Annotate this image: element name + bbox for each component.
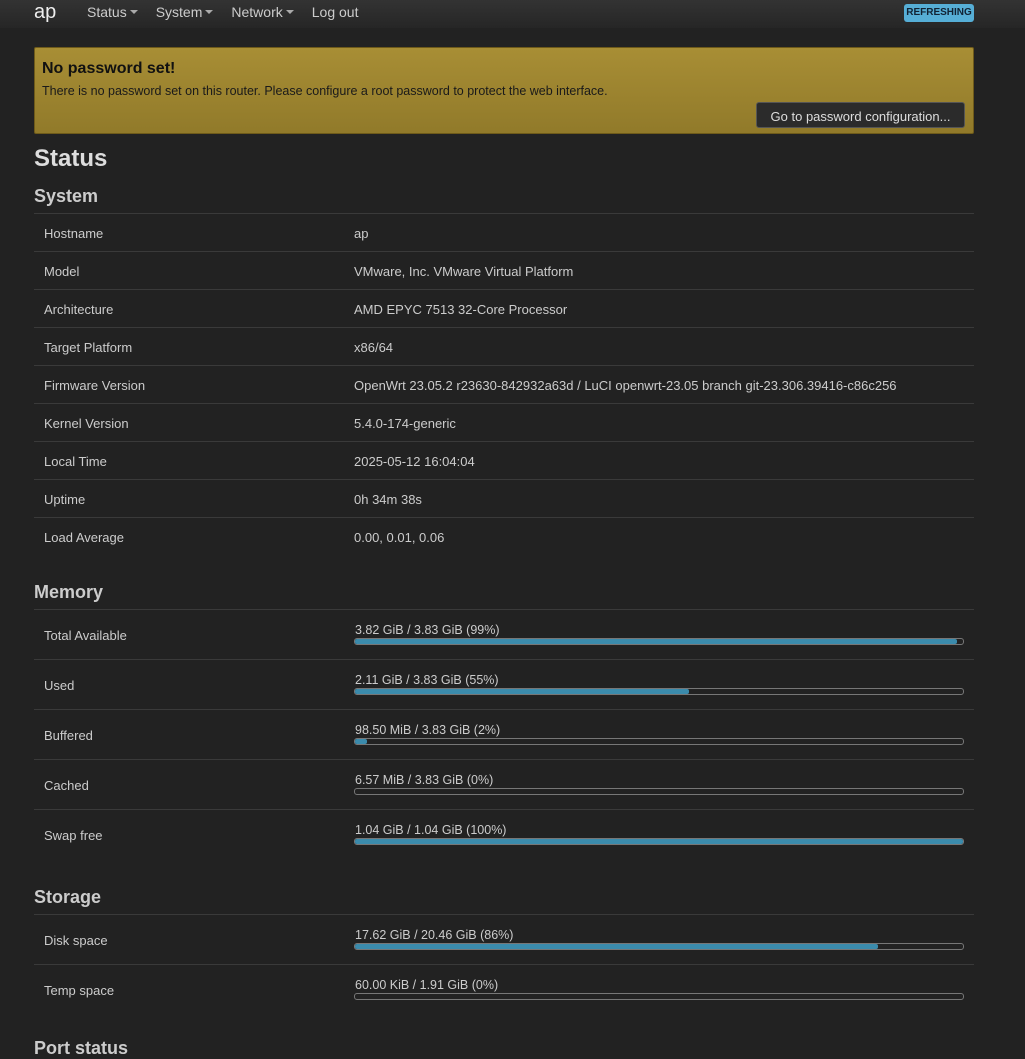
system-row [34,365,974,403]
storage-progress-bar [354,943,964,950]
memory-usage-text: 2.11 GiB / 3.83 GiB (55%) [355,673,499,687]
storage-label: Disk space [44,933,108,948]
system-label: Model [44,264,80,279]
system-row [34,479,974,517]
system-label: Target Platform [44,340,133,355]
system-row [34,441,974,479]
system-row [34,403,974,441]
memory-label: Swap free [44,828,103,843]
nav-network-label: Network [231,4,283,20]
system-label: Architecture [44,302,114,317]
storage-progress-fill [355,944,878,949]
system-label: Kernel Version [44,416,129,431]
nav-system-label: System [155,4,203,20]
memory-progress-bar [354,638,964,645]
system-value: x86/64 [354,340,394,355]
memory-progress-bar [354,688,964,695]
system-label: Load Average [44,530,124,545]
memory-progress-fill [355,839,963,844]
alert-title: No password set! [42,60,176,77]
storage-usage-text: 60.00 KiB / 1.91 GiB (0%) [355,978,499,992]
memory-progress-bar [354,788,964,795]
system-value: VMware, Inc. VMware Virtual Platform [354,264,574,279]
storage-progress-bar [354,993,964,1000]
memory-row [34,759,974,809]
memory-usage-text: 1.04 GiB / 1.04 GiB (100%) [355,823,507,837]
memory-progress-bar [354,738,964,745]
no-password-alert [34,47,974,134]
system-row [34,327,974,365]
storage-row [34,964,974,1014]
memory-label: Cached [44,778,89,793]
system-label: Firmware Version [44,378,146,393]
system-row [34,251,974,289]
system-value: 5.4.0-174-generic [354,416,456,431]
nav-system-menu[interactable] [147,0,223,26]
caret-down-icon [286,10,294,14]
memory-row [34,809,974,859]
system-table [34,213,974,555]
main-nav [78,0,367,28]
alert-text: There is no password set on this router. Please configure a root password to protect the web interface. [42,84,608,98]
memory-table [34,609,974,859]
brand-hostname[interactable]: ap [34,1,57,23]
system-label: Hostname [44,226,104,241]
memory-row [34,609,974,659]
nav-logout[interactable]: Log out [311,4,359,20]
system-value: OpenWrt 23.05.2 r23630-842932a63d / LuCI openwrt-23.05 branch git-23.306.39416-c86c256 [354,378,897,393]
memory-row [34,659,974,709]
refreshing-badge[interactable]: REFRESHING [904,4,974,22]
system-value: 0h 34m 38s [354,492,422,507]
memory-label: Total Available [44,628,127,643]
system-value: 0.00, 0.01, 0.06 [354,530,445,545]
system-value: 2025-05-12 16:04:04 [354,454,475,469]
memory-progress-fill [355,689,689,694]
system-value: AMD EPYC 7513 32-Core Processor [354,302,568,317]
system-row [34,517,974,555]
nav-status-menu[interactable] [78,0,147,26]
caret-down-icon [130,10,138,14]
storage-row [34,914,974,964]
memory-progress-bar [354,838,964,845]
memory-progress-fill [355,739,367,744]
system-label: Local Time [44,454,107,469]
memory-progress-fill [355,639,957,644]
storage-usage-text: 17.62 GiB / 20.46 GiB (86%) [355,928,514,942]
memory-row [34,709,974,759]
caret-down-icon [205,10,213,14]
storage-label: Temp space [44,983,115,998]
section-title-memory: Memory [34,582,104,602]
memory-usage-text: 3.82 GiB / 3.83 GiB (99%) [355,623,500,637]
memory-usage-text: 98.50 MiB / 3.83 GiB (2%) [355,723,501,737]
section-title-system: System [34,186,99,206]
memory-label: Used [44,678,75,693]
storage-table [34,914,974,1014]
password-config-button[interactable]: Go to password configuration... [756,102,965,128]
nav-network-menu[interactable] [222,0,302,26]
nav-status-label: Status [87,4,127,20]
section-title-port-status: Port status [34,1038,129,1058]
system-row [34,289,974,327]
system-row [34,213,974,251]
memory-usage-text: 6.57 MiB / 3.83 GiB (0%) [355,773,494,787]
top-navbar [0,0,1025,28]
system-label: Uptime [44,492,86,507]
memory-label: Buffered [44,728,93,743]
section-title-storage: Storage [34,887,102,907]
system-value: ap [354,226,369,241]
page-title: Status [34,145,108,172]
